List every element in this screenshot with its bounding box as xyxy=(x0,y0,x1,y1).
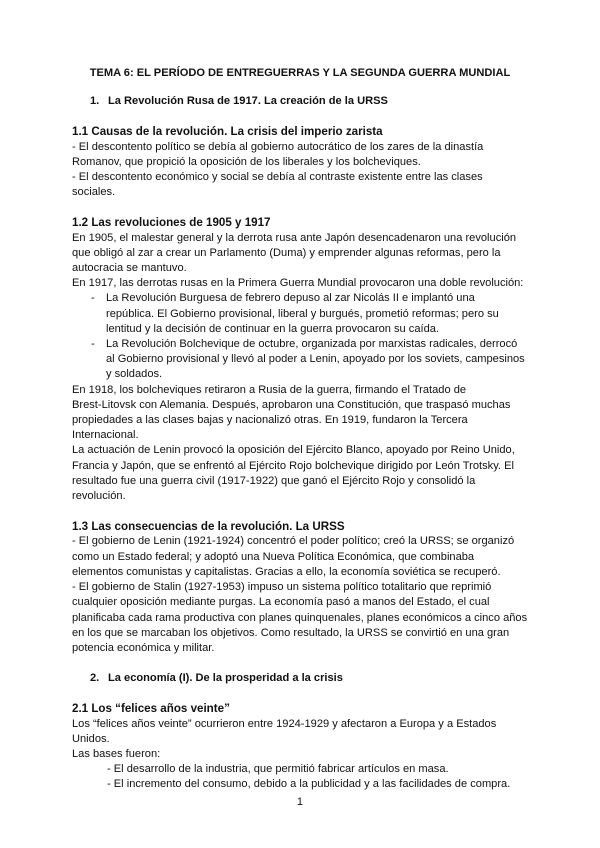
text-line: que obligó al zar a crear un Parlamento (Duma) y emprender algunas reformas, pero la xyxy=(72,246,501,259)
text-line: resultado fue una guerra civil (1917-1922) que ganó el Ejército Rojo y consolidó la xyxy=(72,474,476,487)
text-line: revolución. xyxy=(72,490,126,503)
subsection-1-1 xyxy=(72,124,528,200)
text-line: Las bases fueron: xyxy=(72,747,161,760)
text-line: autocracia se mantuvo. xyxy=(72,262,187,275)
section-title: La economía (I). De la prosperidad a la crisis xyxy=(108,672,343,685)
text-line: elementos comunistas y capitalistas. Gracias a ello, la economía soviética se recuperó. xyxy=(72,565,501,578)
text-line: - El incremento del consumo, debido a la publicidad y a las facilidades de compra. xyxy=(107,778,511,791)
subsection-2-1 xyxy=(72,701,528,792)
section-heading-1 xyxy=(72,94,528,109)
subsection-1-3 xyxy=(72,519,528,656)
text-line: En 1918, los bolcheviques retiraron a Rusia de la guerra, firmando el Tratado de xyxy=(72,383,467,396)
text-line: lentitud y la decisión de continuar en la guerra provocaron su caída. xyxy=(106,322,440,335)
text-line: - El gobierno de Stalin (1927-1953) impuso un sistema político totalitario que reprimió xyxy=(72,581,492,594)
text-line: En 1917, las derrotas rusas en la Primera Guerra Mundial provocaron una doble revolución: xyxy=(72,277,524,290)
subsection-heading: 1.1 Causas de la revolución. La crisis del imperio zarista xyxy=(72,125,383,139)
list-item xyxy=(72,337,528,383)
subsection-1-2 xyxy=(72,215,528,504)
section-title: La Revolución Rusa de 1917. La creación de la URSS xyxy=(108,95,388,108)
subsection-heading: 1.3 Las consecuencias de la revolución. La URSS xyxy=(72,520,345,534)
section-heading-2 xyxy=(72,671,528,686)
document-title: TEMA 6: EL PERÍODO DE ENTREGUERRAS Y LA SEGUNDA GUERRA MUNDIAL xyxy=(89,67,511,79)
section-number: 2. xyxy=(90,672,100,685)
text-line: al Gobierno provisional y llevó al poder a Lenin, apoyado por los soviets, campesinos xyxy=(106,353,525,366)
text-line: La Revolución Burguesa de febrero depuso al zar Nicolás II e implantó una xyxy=(106,292,475,305)
subsection-heading: 2.1 Los “felices años veinte” xyxy=(72,702,230,716)
text-line: como un Estado federal; y adoptó una Nueva Política Económica, que combinaba xyxy=(72,550,475,563)
bullet-list xyxy=(72,291,528,382)
text-line: - El descontento político se debía al gobierno autocrático de los zares de la dinastía xyxy=(72,140,484,153)
bullet-dash: - xyxy=(91,292,95,305)
text-line: en los que se marcaban los objetivos. Como resultado, la URSS se convirtió en una gran xyxy=(72,626,510,639)
text-line: sociales. xyxy=(72,186,116,199)
list-item xyxy=(72,291,528,337)
text-line: y soldados. xyxy=(106,368,163,381)
text-line: Los “felices años veinte” ocurrieron entre 1924-1929 y afectaron a Europa y a Estados xyxy=(72,717,497,730)
text-line: planificaba cada rama productiva con planes quinquenales, planes económicos a cinco años xyxy=(72,611,528,624)
page-number: 1 xyxy=(296,796,304,808)
text-line: república. El Gobierno provisional, liberal y burgués, prometió reformas; pero su xyxy=(106,307,499,320)
text-line: Francia y Japón, que se enfrentó al Ejército Rojo bolchevique dirigido por León Trotsky. El xyxy=(72,459,514,472)
section-number: 1. xyxy=(90,95,100,108)
text-line: En 1905, el malestar general y la derrota rusa ante Japón desencadenaron una revolución xyxy=(72,231,517,244)
text-line: Brest-Litovsk con Alemania. Después, aprobaron una Constitución, que traspasó muchas xyxy=(72,398,511,411)
text-line: La Revolución Bolchevique de octubre, organizada por marxistas radicales, derrocó xyxy=(106,338,518,351)
text-line: - El gobierno de Lenin (1921-1924) concentró el poder político; creó la URSS; se organizó xyxy=(72,535,515,548)
text-line: cualquier oposición mediante purgas. La economía pasó a manos del Estado, el cual xyxy=(72,596,490,609)
text-line: - El desarrollo de la industria, que permitió fabricar artículos en masa. xyxy=(107,763,449,776)
text-line: La actuación de Lenin provocó la oposición del Ejército Blanco, apoyado por Reino Unido, xyxy=(72,444,515,457)
document-page xyxy=(72,66,528,793)
text-line: - El descontento económico y social se debía al contraste existente entre las clases xyxy=(72,171,483,184)
bullet-dash: - xyxy=(91,338,95,351)
text-line: propiedades a las clases bajas y nacionalizó otras. En 1919, fundaron la Tercera xyxy=(72,414,468,427)
text-line: Internacional. xyxy=(72,429,139,442)
text-line: Romanov, que propició la oposición de los liberales y los bolcheviques. xyxy=(72,155,421,168)
text-line: potencia económica y militar. xyxy=(72,641,215,654)
text-line: Unidos. xyxy=(72,732,110,745)
subsection-heading: 1.2 Las revoluciones de 1905 y 1917 xyxy=(72,216,271,230)
